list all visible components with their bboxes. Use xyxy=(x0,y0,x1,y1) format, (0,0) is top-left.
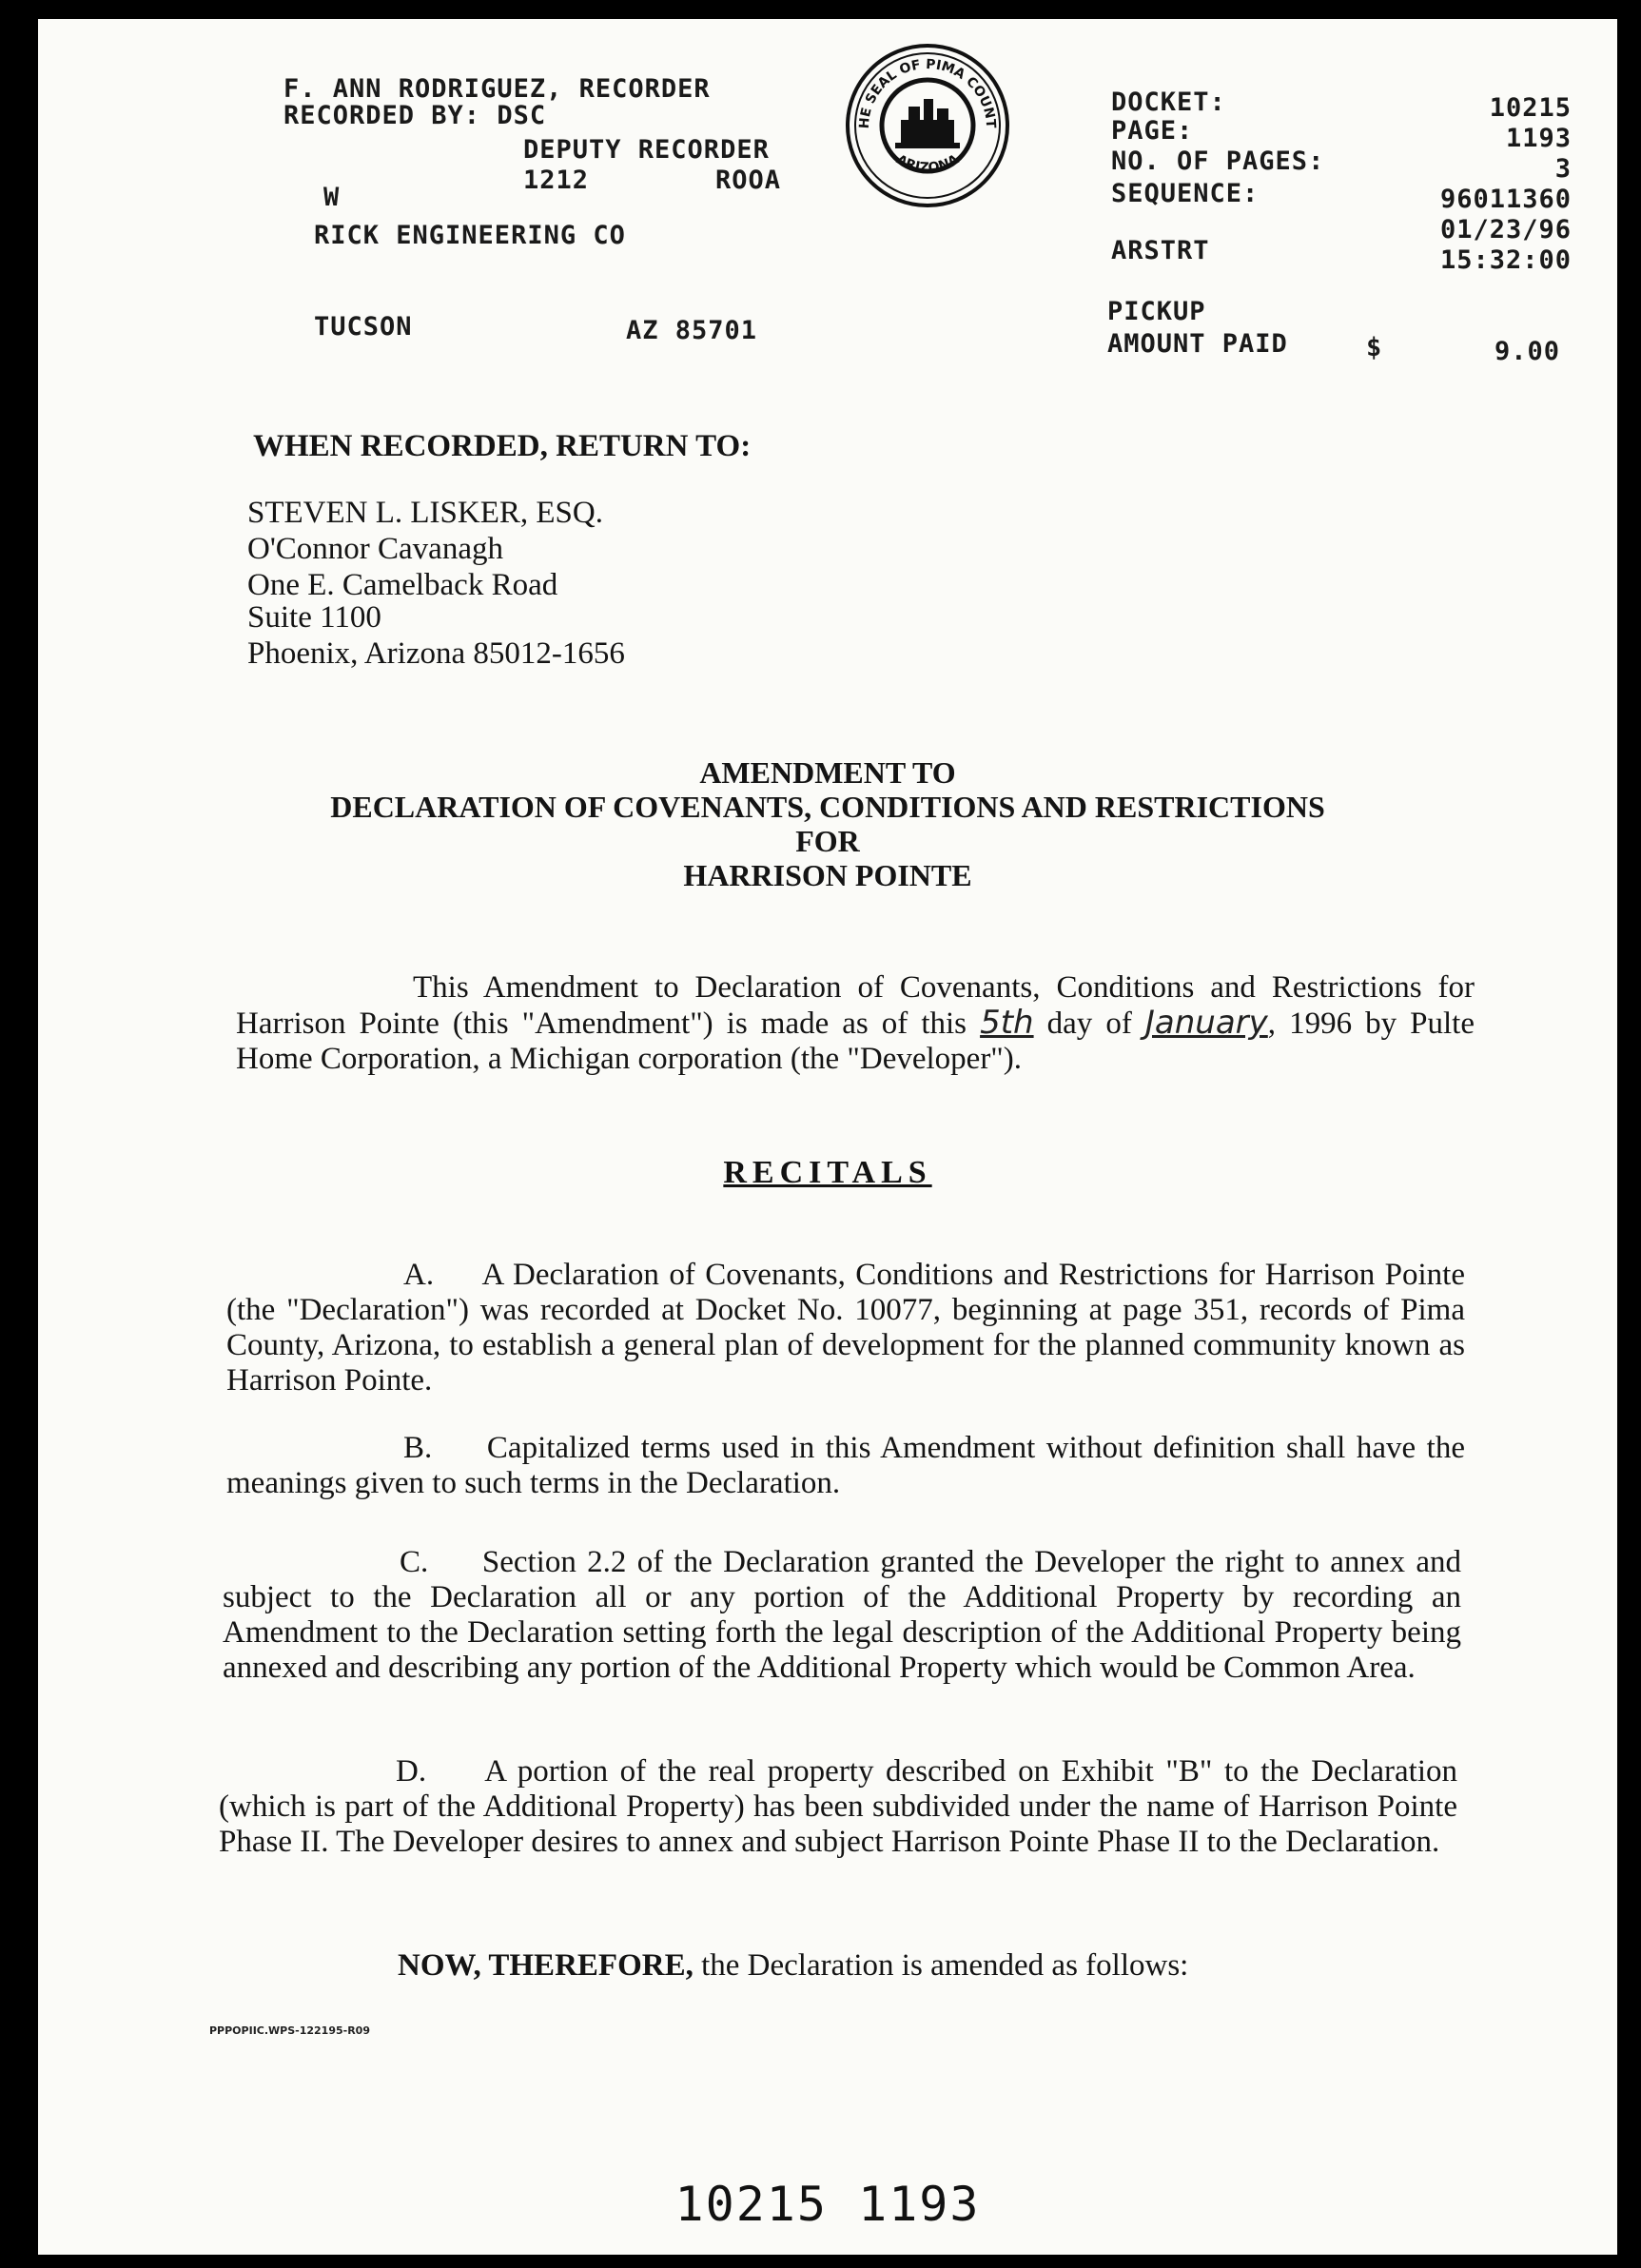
recorder-state-zip: AZ 85701 xyxy=(626,316,758,345)
dollar-sign: $ xyxy=(1366,333,1383,362)
recital-c-letter: C. xyxy=(400,1545,429,1579)
recital-a-text: A Declaration of Covenants, Conditions and Restrictions for Harrison Pointe (the "Declaration") was recorded at Docket No. 10077, beginning at page 351, records of Pima County, Arizona, to establish a general plan of development for the planned community known as Harrison Pointe. xyxy=(226,1258,1465,1398)
recital-d-text: A portion of the real property described on Exhibit "B" to the Declaration (which is part of the Additional Property) has been subdivided under the name of Harrison Pointe Phase II. The Developer desires to annex and subject Harrison Pointe Phase II to the Declaration. xyxy=(219,1754,1457,1859)
sequence-value: 96011360 xyxy=(1439,185,1572,214)
recorder-code-1: 1212 xyxy=(523,166,590,195)
recorded-by: RECORDED BY: DSC xyxy=(283,101,547,130)
return-to-heading: WHEN RECORDED, RETURN TO: xyxy=(253,429,752,463)
intro-text-1: This Amendment to Declaration of Covenants, Conditions and Restrictions for Harrison Pointe (this "Amendment") is made as of this xyxy=(236,970,1475,1041)
recital-c xyxy=(223,1545,1461,1686)
recital-b-text: Capitalized terms used in this Amendment without definition shall have the meanings given to such terms in the Declaration. xyxy=(226,1431,1465,1500)
seal-text-bottom: ARIZONA xyxy=(893,151,962,176)
title-line-3: FOR xyxy=(795,824,860,858)
arstrt-label: ARSTRT xyxy=(1111,236,1210,265)
amount-label: AMOUNT PAID xyxy=(1107,329,1288,359)
amount-value: 9.00 xyxy=(1494,337,1560,366)
docket-label: DOCKET: xyxy=(1111,88,1226,117)
deputy-recorder: DEPUTY RECORDER xyxy=(523,135,770,165)
return-to-suite: Suite 1100 xyxy=(247,600,381,635)
title-line-2: DECLARATION OF COVENANTS, CONDITIONS AND RESTRICTIONS xyxy=(330,790,1325,824)
svg-text:ARIZONA xyxy=(893,152,962,176)
pages-label: NO. OF PAGES: xyxy=(1111,147,1325,176)
return-to-city: Phoenix, Arizona 85012-1656 xyxy=(247,636,625,671)
intro-text-2: day of xyxy=(1046,1007,1132,1041)
now-therefore-rest: the Declaration is amended as follows: xyxy=(693,1948,1189,1983)
title-line-4: HARRISON POINTE xyxy=(683,858,972,892)
recital-c-text: Section 2.2 of the Declaration granted the Developer the right to annex and subject to the Declaration all or any portion of the Additional Property by recording an Amendment to the Declaration setting forth the legal description of the Additional Property being annexed and describing any portion of the Additional Property which would be Common Area. xyxy=(223,1545,1462,1685)
return-to-street: One E. Camelback Road xyxy=(247,568,558,602)
recorder-w: W xyxy=(323,183,341,212)
record-time: 15:32:00 xyxy=(1439,245,1572,275)
title-line-1: AMENDMENT TO xyxy=(699,755,956,790)
recital-d-letter: D. xyxy=(396,1754,427,1789)
bottom-docket-number: 10215 1193 xyxy=(674,2177,981,2232)
return-to-name: STEVEN L. LISKER, ESQ. xyxy=(247,496,603,530)
seal-text-top: HE SEAL OF PIMA COUNT xyxy=(856,56,999,129)
now-therefore xyxy=(398,1948,1444,1984)
intro-day: 5th xyxy=(980,1004,1034,1042)
recorder-code-2: ROOA xyxy=(715,166,782,195)
footer-file-code: PPPOPIIC.WPS-122195-R09 xyxy=(209,2024,370,2037)
record-date: 01/23/96 xyxy=(1439,215,1572,244)
recorder-name: F. ANN RODRIGUEZ, RECORDER xyxy=(283,74,711,104)
pages-value: 3 xyxy=(1554,154,1572,184)
now-therefore-bold: NOW, THEREFORE, xyxy=(398,1948,694,1983)
pima-county-seal xyxy=(842,40,1013,211)
recital-a xyxy=(226,1258,1465,1398)
intro-paragraph xyxy=(236,970,1475,1077)
recorder-company: RICK ENGINEERING CO xyxy=(314,221,626,250)
seal-icon xyxy=(842,40,1013,211)
recital-b-letter: B. xyxy=(403,1431,433,1465)
recital-a-letter: A. xyxy=(403,1258,435,1292)
document-page xyxy=(38,19,1617,2255)
recorder-city: TUCSON xyxy=(314,312,413,342)
recital-b xyxy=(226,1431,1465,1501)
page-value: 1193 xyxy=(1505,124,1572,153)
recitals-heading: RECITALS xyxy=(723,1155,932,1190)
sequence-label: SEQUENCE: xyxy=(1111,179,1260,208)
intro-month: January xyxy=(1144,1004,1268,1042)
page-label: PAGE: xyxy=(1111,116,1194,146)
intro-text-3: , 1996 by Pulte Home Corporation, a Michigan corporation (the "Developer"). xyxy=(236,1007,1475,1076)
recital-d xyxy=(219,1754,1457,1860)
return-to-firm: O'Connor Cavanagh xyxy=(247,532,503,566)
docket-value: 10215 xyxy=(1489,93,1572,123)
pickup-label: PICKUP xyxy=(1107,297,1206,326)
